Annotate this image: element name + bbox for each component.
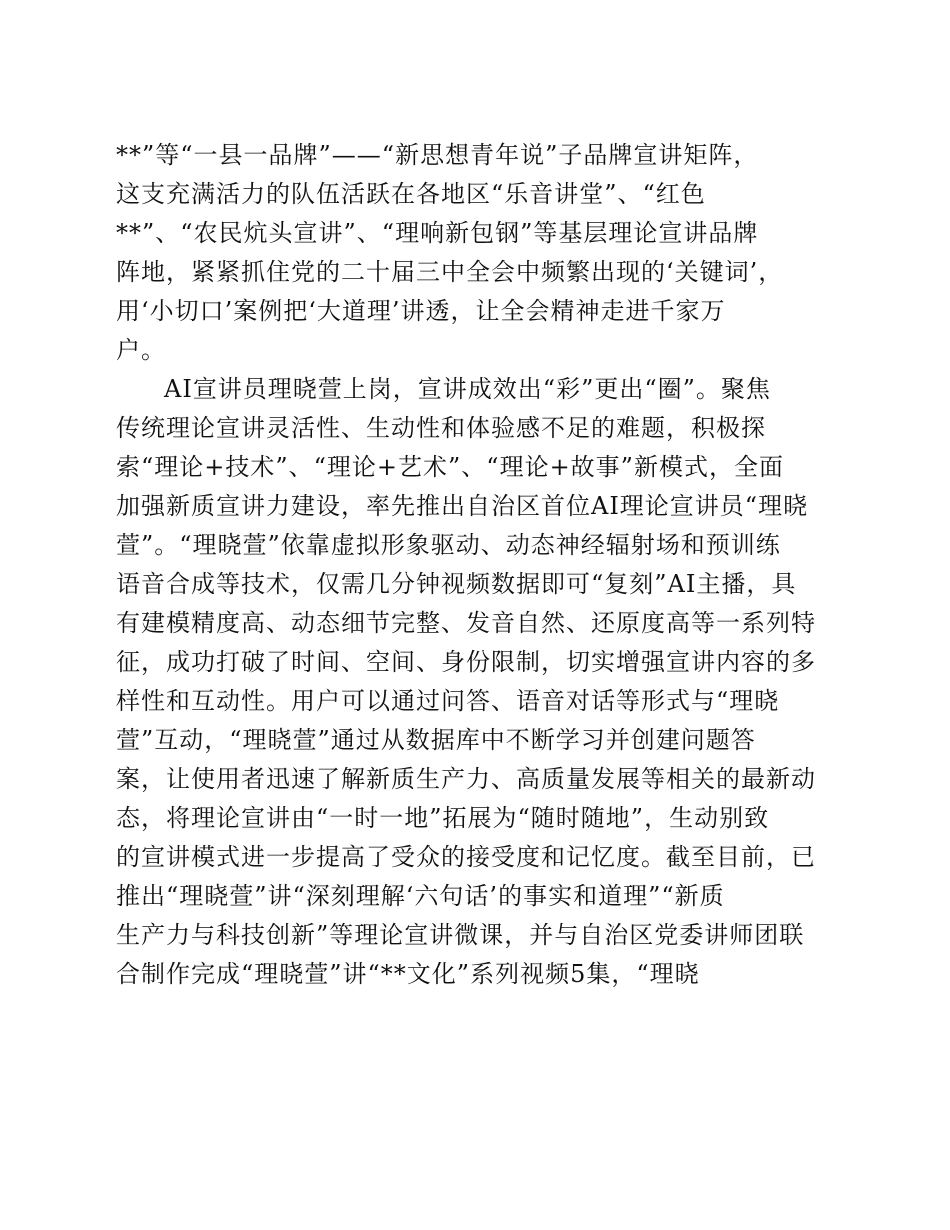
text-line: 有建模精度高、动态细节完整、发音自然、还原度高等一系列特 [116,609,816,637]
text-line: 传统理论宣讲灵活性、生动性和体验感不足的难题，积极探 [116,414,766,442]
text-line: 阵地，紧紧抓住党的二十届三中全会中频繁出现的‘关键词’， [116,258,784,286]
text-line: 合制作完成“理晓萱”讲“**文化”系列视频5集，“理晓 [116,960,700,988]
text-line: 征，成功打破了时间、空间、身份限制，切实增强宣讲内容的多 [116,648,816,676]
text-line: 样性和互动性。用户可以通过问答、语音对话等形式与“理晓 [116,687,780,715]
text-line: 萱”。“理晓萱”依靠虚拟形象驱动、动态神经辐射场和预训练 [116,531,781,559]
text-line: 态，将理论宣讲由“一时一地”拓展为“随时随地”，生动别致 [116,804,770,832]
text-line: 萱”互动，“理晓萱”通过从数据库中不断学习并创建问题答 [116,726,756,754]
text-line: 的宣讲模式进一步提高了受众的接受度和记忆度。截至目前，已 [116,843,816,871]
text-line: 索“理论+技术”、“理论+艺术”、“理论+故事”新模式，全面 [116,453,784,481]
text-line: 用‘小切口’案例把‘大道理’讲透，让全会精神走进千家万 [116,297,726,325]
body-text [116,136,826,994]
text-line: 推出“理晓萱”讲“深刻理解‘六句话’的事实和道理”“新质 [116,882,725,910]
paragraph-start-line: AI宣讲员理晓萱上岗，宣讲成效出“彩”更出“圈”。聚焦 [164,375,771,403]
text-line: 生产力与科技创新”等理论宣讲微课，并与自治区党委讲师团联 [116,921,805,949]
text-line: **”等“一县一品牌”——“新思想青年说”子品牌宣讲矩阵， [116,141,759,169]
text-line: **”、“农民炕头宣讲”、“理响新包钢”等基层理论宣讲品牌 [116,219,759,247]
text-line: 这支充满活力的队伍活跃在各地区“乐音讲堂”、“红色 [116,180,706,208]
text-line: 户。 [116,336,166,364]
text-line: 加强新质宣讲力建设，率先推出自治区首位AI理论宣讲员“理晓 [116,492,809,520]
text-line: 语音合成等技术，仅需几分钟视频数据即可“复刻”AI主播，具 [116,570,797,598]
text-line: 案，让使用者迅速了解新质生产力、高质量发展等相关的最新动 [116,765,816,793]
